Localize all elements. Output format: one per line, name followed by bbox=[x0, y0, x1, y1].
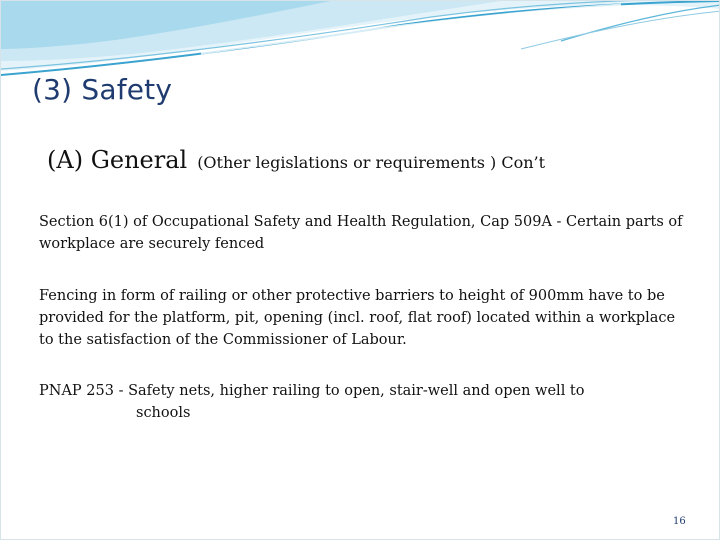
page-number: 16 bbox=[673, 516, 686, 527]
subtitle-detail: (Other legislations or requirements ) Con’t bbox=[197, 153, 546, 172]
subtitle bbox=[47, 146, 545, 174]
pnap-line-2: schools bbox=[136, 405, 191, 421]
section-6-paragraph: Section 6(1) of Occupational Safety and Health Regulation, Cap 509A - Certain parts of workplace are securely fenced bbox=[39, 214, 683, 252]
pnap-line-1: PNAP 253 - Safety nets, higher railing to open, stair-well and open well to bbox=[39, 383, 585, 399]
subtitle-main: (A) General bbox=[47, 146, 188, 174]
pnap-paragraph bbox=[39, 380, 689, 424]
header-wave-decoration bbox=[1, 1, 720, 81]
fencing-paragraph: Fencing in form of railing or other protective barriers to height of 900mm have to be provided for the platform, pit, opening (incl. roof, flat roof) located within a workplace to the satisfaction of the Commissioner of Labour. bbox=[39, 288, 676, 348]
slide-title: (3) Safety bbox=[32, 73, 173, 106]
